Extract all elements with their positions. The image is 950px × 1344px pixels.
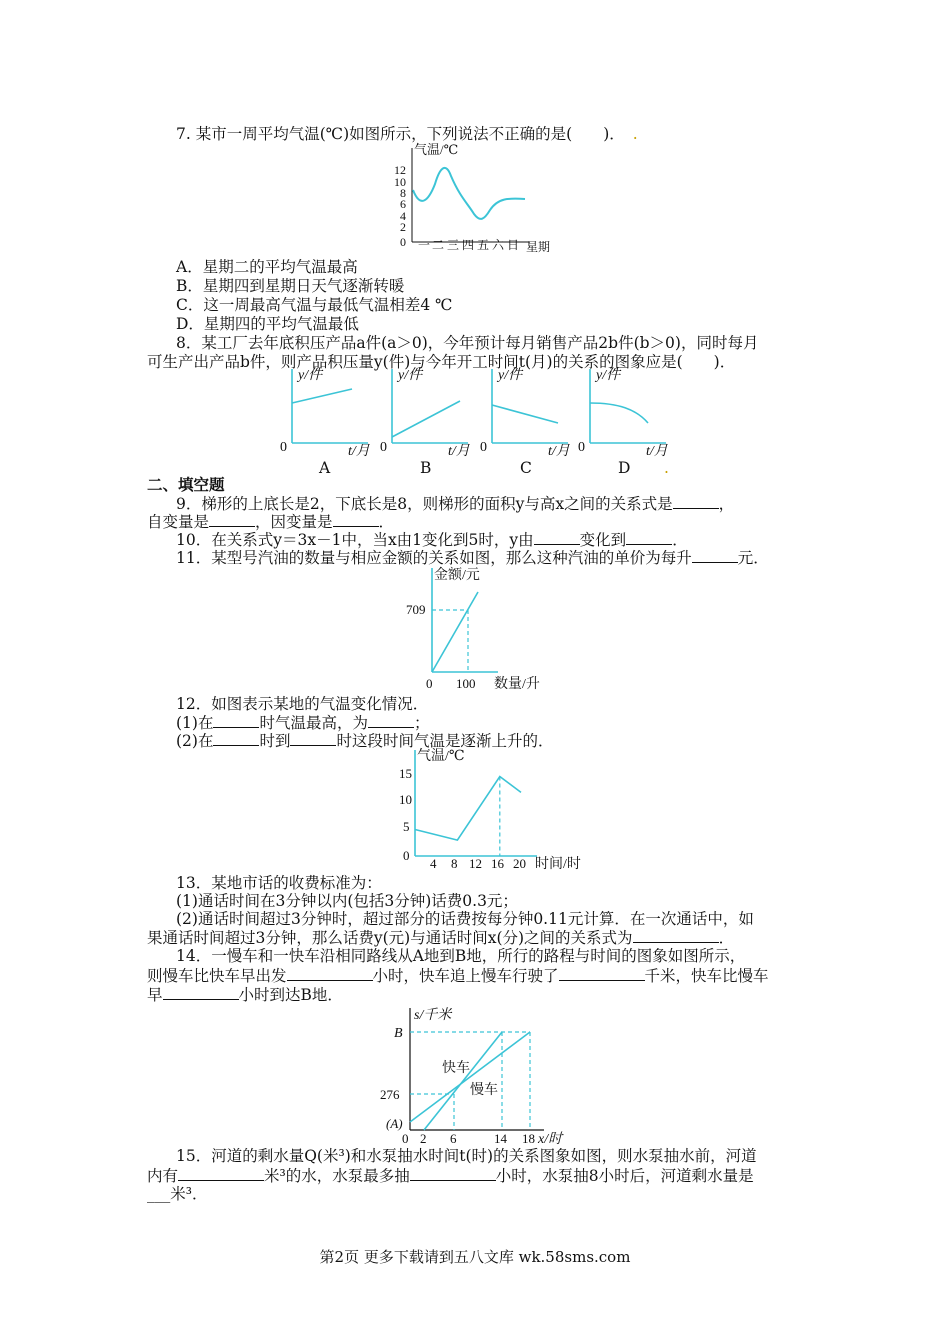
q7-stem: 7. 某市一周平均气温(℃)如图所示，下列说法不正确的是( )． . xyxy=(176,125,638,143)
q8-a-line xyxy=(292,389,352,403)
q8-b-origin: 0 xyxy=(380,440,387,455)
q11-xlabel: 数量/升 xyxy=(494,677,540,692)
q8-d-curve xyxy=(590,403,648,423)
q8-b-xlabel: t/月 xyxy=(448,444,470,459)
q8-b-line xyxy=(392,401,460,437)
q8-c-ylabel: y/件 xyxy=(498,368,523,383)
q15-line2: 内有 米³的水，水泵最多抽 小时，水泵抽8小时后，河道剩水量是 xyxy=(147,1167,754,1185)
q14-xtick-2: 2 xyxy=(420,1131,427,1146)
q12-blank-2 xyxy=(368,713,414,728)
q7-xtick-2: 二 xyxy=(432,238,445,252)
q13-sub1: (1)通话时间在3分钟以内(包括3分钟)话费0.3元； xyxy=(176,892,518,910)
q14-xtick-18: 18 xyxy=(522,1131,535,1146)
q12-temperature-line xyxy=(415,777,521,841)
q8-label-d: D xyxy=(618,459,631,477)
q8-graph-a xyxy=(280,365,380,459)
q8-label-c: C xyxy=(520,459,532,477)
q14-ytick-276: 276 xyxy=(380,1087,400,1102)
q14-origin: 0 xyxy=(402,1131,409,1146)
q12-ytick-10: 10 xyxy=(399,792,412,807)
q14-line2: 则慢车比快车早出发 小时，快车追上慢车行驶了 千米，快车比慢车 xyxy=(147,967,769,985)
page-footer: 第2页 更多下载请到五八文库 wk.58sms.com xyxy=(319,1248,631,1266)
q14-a-label: (A) xyxy=(386,1116,403,1131)
q11-line xyxy=(432,592,478,672)
q15-line3: ___米³． xyxy=(147,1185,208,1203)
q14-ylabel: s/千米 xyxy=(414,1008,452,1023)
q7-xlabel: 星期 xyxy=(526,240,551,254)
q14-b-label: B xyxy=(394,1026,403,1041)
q12-xtick-4: 4 xyxy=(430,856,437,871)
q11-chart xyxy=(400,564,570,692)
q12-stem: 12．如图表示某地的气温变化情况． xyxy=(176,695,429,713)
q7-ytick-4: 4 xyxy=(400,209,406,223)
q14-blank-3 xyxy=(163,985,239,1000)
q7-xtick-7: 日 xyxy=(507,238,520,252)
q14-line3: 早 小时到达B地． xyxy=(147,986,343,1004)
q12-blank-1 xyxy=(213,713,259,728)
q12-ytick-15: 15 xyxy=(399,766,412,781)
q12-blank-3 xyxy=(213,731,259,746)
q7-temperature-curve xyxy=(413,168,525,219)
q15-line1: 15．河道的剩水量Q(米³)和水泵抽水时间t(时)的关系图象如图，则水泵抽水前，河道 xyxy=(176,1147,757,1165)
q8-c-xlabel: t/月 xyxy=(548,444,570,459)
q7-xtick-1: 一 xyxy=(418,238,431,252)
q7-ytick-6: 6 xyxy=(400,197,406,211)
q8-label-a: A xyxy=(319,459,331,477)
q7-ytick-8: 8 xyxy=(400,186,406,200)
q7-option-d: D．星期四的平均气温最低 xyxy=(176,315,359,333)
q8-d-ylabel: y/件 xyxy=(596,368,621,383)
q11-xtick: 100 xyxy=(456,676,476,691)
q9-blank-1 xyxy=(673,494,719,509)
q10-blank-2 xyxy=(626,530,672,545)
q7-xtick-5: 五 xyxy=(477,238,490,252)
q7-xtick-6: 六 xyxy=(492,238,505,252)
q12-xtick-16: 16 xyxy=(491,856,504,871)
q12-ylabel: 气温/℃ xyxy=(417,749,465,764)
q11-origin: 0 xyxy=(426,676,433,691)
q12-ytick-5: 5 xyxy=(403,819,410,834)
q14-line1: 14．一慢车和一快车沿相同路线从A地到B地，所行的路程与时间的图象如图所示， xyxy=(176,947,746,965)
q7-option-c: C．这一周最高气温与最低气温相差4 ℃ xyxy=(176,296,453,314)
q12-chart xyxy=(395,746,595,871)
q14-xtick-6: 6 xyxy=(450,1131,457,1146)
q8-line2: 可生产出产品b件，则产品积压量y(件)与今年开工时间t(月)的关系的图象应是( )． xyxy=(147,353,736,371)
q12-xtick-8: 8 xyxy=(451,856,458,871)
q10-blank-1 xyxy=(534,530,580,545)
q7-xtick-3: 三 xyxy=(447,238,460,252)
q13-blank xyxy=(633,928,719,943)
q13-line3: 果通话时间超过3分钟，那么话费y(元)与通话时间x(分)之间的关系式为 ． xyxy=(147,929,735,947)
q7-option-a: A．星期二的平均气温最高 xyxy=(176,258,358,276)
q8-c-origin: 0 xyxy=(480,440,487,455)
q8-c-line xyxy=(492,405,558,423)
q14-xtick-14: 14 xyxy=(494,1131,507,1146)
q13-stem: 13．某地市话的收费标准为： xyxy=(176,874,382,892)
q7-ytick-2: 2 xyxy=(400,220,406,234)
q14-fast-line xyxy=(424,1032,502,1130)
q14-slow-label: 慢车 xyxy=(470,1083,498,1098)
q14-slow-line xyxy=(410,1032,530,1122)
q10-line: 10．在关系式y＝3x－1中，当x由1变化到5时，y由 变化到 ． xyxy=(176,531,688,549)
q8-b-ylabel: y/件 xyxy=(398,368,423,383)
q7-origin: 0 xyxy=(400,235,406,249)
q8-d-origin: 0 xyxy=(578,440,585,455)
q8-d-xlabel: t/月 xyxy=(646,444,668,459)
q9-line2: 自变量是 ，因变量是 ． xyxy=(147,513,395,531)
q11-line: 11．某型号汽油的数量与相应金额的关系如图，那么这种汽油的单价为每升 元． xyxy=(176,549,769,567)
q9-line1: 9．梯形的上底长是2，下底长是8，则梯形的面积y与高x之间的关系式是 ， xyxy=(176,495,735,513)
q15-blank-1 xyxy=(178,1166,264,1181)
q8-a-origin: 0 xyxy=(280,440,287,455)
q12-xtick-20: 20 xyxy=(513,856,526,871)
q7-ytick-10: 10 xyxy=(394,175,406,189)
q7-option-b: B．星期四到星期日天气逐渐转暖 xyxy=(176,277,405,295)
q8-a-xlabel: t/月 xyxy=(348,444,370,459)
q8-line1: 8．某工厂去年底积压产品a件(a＞0)，今年预计每月销售产品2b件(b＞0)，同时每月 xyxy=(176,334,759,352)
q14-xlabel: x/时 xyxy=(538,1132,563,1147)
q11-ytick: 709 xyxy=(406,602,426,617)
q9-blank-3 xyxy=(333,512,379,527)
q12-blank-4 xyxy=(290,731,336,746)
q8-graph-c xyxy=(480,365,580,459)
q14-chart xyxy=(378,1004,578,1147)
q11-ylabel: 金额/元 xyxy=(434,568,480,583)
q7-xtick-4: 四 xyxy=(462,238,475,252)
q8-a-ylabel: y/件 xyxy=(298,368,323,383)
q7-ylabel: 气温/℃ xyxy=(414,142,459,157)
q12-xtick-12: 12 xyxy=(469,856,482,871)
q7-chart xyxy=(380,142,580,252)
q13-sub2: (2)通话时间超过3分钟时，超过部分的话费按每分钟0.11元计算．在一次通话中，如 xyxy=(176,910,754,928)
q14-blank-1 xyxy=(287,966,373,981)
q9-blank-2 xyxy=(209,512,255,527)
q8-graph-d xyxy=(578,365,678,459)
q8-label-b: B xyxy=(420,459,432,477)
q12-origin: 0 xyxy=(403,848,410,863)
q7-dot: . xyxy=(632,125,638,143)
q15-blank-2 xyxy=(410,1166,496,1181)
q12-sub2: (2)在 时到 时这段时间气温是逐渐上升的． xyxy=(176,732,554,750)
q8-dot: . xyxy=(664,459,669,477)
q12-xlabel: 时间/时 xyxy=(535,857,581,872)
q12-sub1: (1)在 时气温最高，为 ； xyxy=(176,714,430,732)
q7-ytick-12: 12 xyxy=(394,163,406,177)
q14-blank-2 xyxy=(559,966,645,981)
q11-blank xyxy=(692,548,738,563)
q8-graph-b xyxy=(380,365,480,459)
section-fill-in-title: 二、填空题 xyxy=(147,475,225,494)
q14-fast-label: 快车 xyxy=(442,1061,470,1076)
